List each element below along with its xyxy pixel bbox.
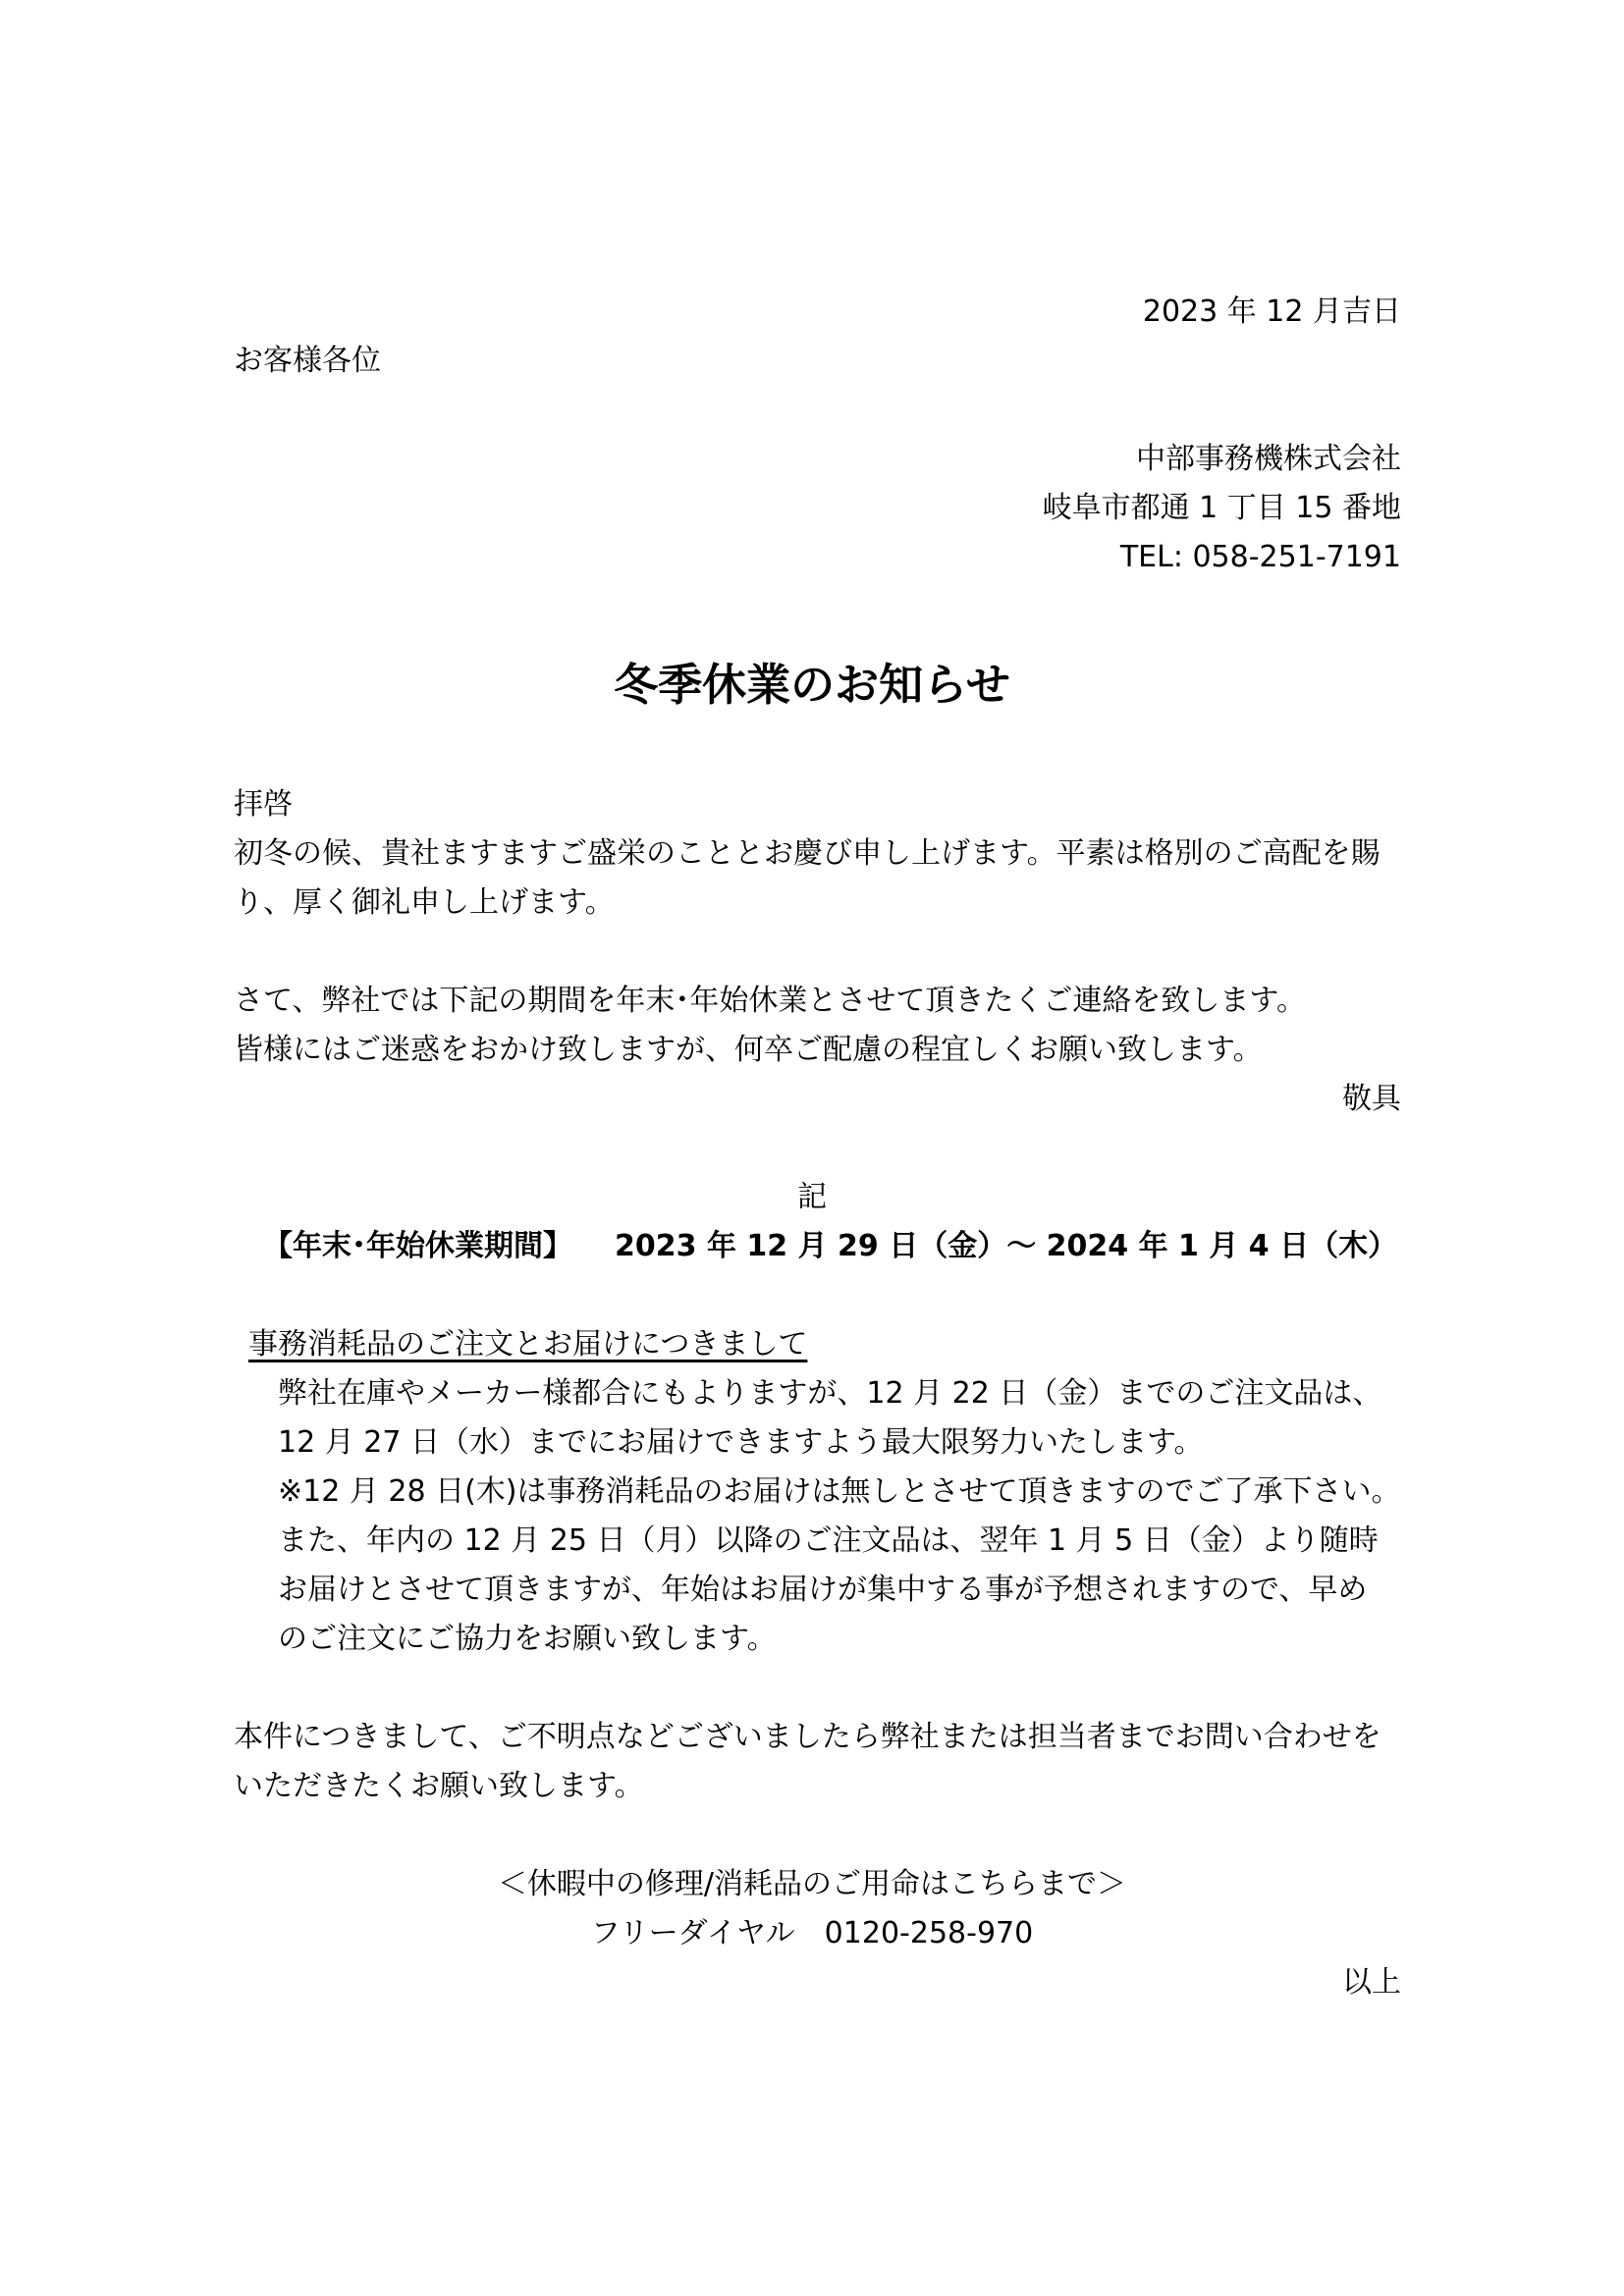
inquiry-line-1: 本件につきまして、ご不明点などございましたら弊社または担当者までお問い合わせを: [234, 1720, 1381, 1754]
closure-period-value: 2023 年 12 月 29 日（金）～ 2024 年 1 月 4 日（木）: [615, 1229, 1398, 1263]
supplies-line-1: 弊社在庫やメーカー様都合にもよりますが、12 月 22 日（金）までのご注文品は、: [278, 1376, 1382, 1411]
document-title: 冬季休業のお知らせ: [614, 659, 1010, 711]
holiday-contact-heading: ＜休暇中の修理/消耗品のご用命はこちらまで＞: [497, 1867, 1127, 1901]
company-tel: TEL: 058-251-7191: [1119, 540, 1401, 574]
paragraph-2-line-2: 皆様にはご迷惑をおかけ致しますが、何卒ご配慮の程宜しくお願い致します。: [234, 1033, 1263, 1067]
paragraph-2-line-1: さて、弊社では下記の期間を年末･年始休業とさせて頂きたくご連絡を致します。: [234, 984, 1306, 1018]
supplies-line-5: お届けとさせて頂きますが、年始はお届けが集中する事が予想されますので、早め: [278, 1573, 1368, 1607]
company-name: 中部事務機株式会社: [1136, 442, 1401, 476]
issue-date: 2023 年 12 月吉日: [1142, 294, 1401, 329]
ki-heading: 記: [797, 1180, 827, 1214]
supplies-section-heading: 事務消耗品のご注文とお届けにつきまして: [248, 1327, 808, 1362]
recipient: お客様各位: [234, 344, 381, 378]
supplies-line-6: のご注文にご協力をお願い致します。: [278, 1622, 777, 1656]
closure-period-label: 【年末･年始休業期間】: [263, 1229, 572, 1263]
inquiry-line-2: いただきたくお願い致します。: [234, 1769, 644, 1803]
opening-greeting: 拝啓: [234, 787, 293, 822]
paragraph-1-line-2: り、厚く御礼申し上げます。: [234, 885, 615, 920]
supplies-line-3: ※12 月 28 日(木)は事務消耗品のお届けは無しとさせて頂きますのでご了承下さい。: [278, 1474, 1401, 1509]
company-address: 岐阜市都通 1 丁目 15 番地: [1042, 491, 1401, 525]
supplies-line-4: また、年内の 12 月 25 日（月）以降のご注文品は、翌年 1 月 5 日（金）より随時: [278, 1523, 1379, 1558]
paragraph-1-line-1: 初冬の候、貴社ますますご盛栄のこととお慶び申し上げます。平素は格別のご高配を賜: [234, 836, 1380, 871]
closing-keigu: 敬具: [1342, 1082, 1401, 1116]
supplies-line-2: 12 月 27 日（水）までにお届けできますよう最大限努力いたします。: [278, 1425, 1204, 1460]
free-dial-number: フリーダイヤル 0120-258-970: [590, 1916, 1034, 1950]
end-mark: 以上: [1342, 1965, 1401, 2000]
